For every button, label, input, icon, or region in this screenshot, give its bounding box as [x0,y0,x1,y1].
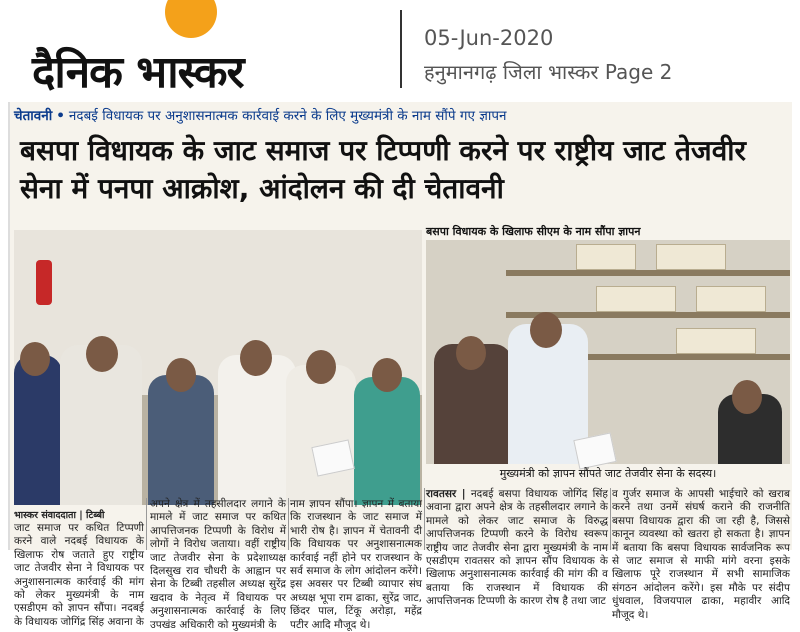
person-figure [148,375,214,505]
file-stack [676,328,756,354]
person-head [732,380,762,414]
person-figure [14,355,62,505]
file-stack [596,286,676,312]
kicker-row [14,106,790,130]
kicker-bullet-icon: • [56,108,65,124]
photo-caption: मुख्यमंत्री को ज्ञापन सौंपते जाट तेजवीर सेना के सदस्य। [499,467,717,480]
person-head [86,336,118,372]
news-clipping [8,102,792,631]
file-stack [696,286,766,312]
masthead-divider [400,10,402,88]
column-divider [146,498,147,550]
file-stack [656,244,726,270]
person-head [372,358,402,392]
person-head [456,336,486,370]
person-figure [354,377,420,505]
edition-date: 05-Jun-2020 [424,26,554,50]
kicker-text: नदबई विधायक पर अनुशासनात्मक कार्रवाई करने के लिए मुख्यमंत्री के नाम सौंपे गए ज्ञापन [68,108,507,124]
column-divider [610,488,611,550]
headline: बसपा विधायक के जाट समाज पर टिप्पणी करने पर राष्ट्रीय जाट तेजवीर सेना में पनपा आक्रोश, आंदोलन की दी चेतावनी [20,134,746,205]
person-figure [218,355,296,505]
person-figure [286,365,356,505]
article-column [426,488,608,608]
person-head [240,340,272,376]
kicker-label: चेतावनी [14,108,53,124]
dateline: रावतसर | [426,488,466,500]
sun-logo-icon [165,0,217,40]
article-column: नाम ज्ञापन सौंपा। ज्ञापन में बताया कि राजस्थान के जाट समाज में भारी रोष है। ज्ञापन में चेतावनी दी कि विधायक पर अनुशासनात्मक कार्रवाई नहीं होने पर राजस्थान के सर्व समाज के लोग आंदोलन करेंगे। इस अवसर पर टिब्बी व्यापार संघ अध्यक्ष भूपा राम ढाका, सुरेंद्र जाट, छिंदर पाल, टिंकू अरोड़ा, महेंद्र पटीर आदि मौजूद थे। [290,498,422,631]
article-column-text: नदबई बसपा विधायक जोगिंद सिंह अवाना द्वारा अपने क्षेत्र के तहसीलदार लगाने के मामले को लेकर जाट समाज के विरुद्ध आपत्तिजनक टिप्पणी करने के विरोध स्वरूप राष्ट्रीय जाट तेजवीर सेना द्वारा मुख्यमंत्री के नाम एसडीएम रावतसर को ज्ञापन सौंप विधायक के खिलाफ अनुशासनात्मक कार्रवाई की मांग की व बताया कि राजस्थान में विधायक की आपत्तिजनक टिप्पणी के कारण रोष है तथा जाट [426,488,608,608]
column-divider [288,498,289,550]
file-stack [576,244,636,270]
person-head [166,358,196,392]
fire-extinguisher-icon [36,260,52,305]
newspaper-brand: दैनिक भास्कर [32,47,244,98]
byline: भास्कर संवाददाता | टिब्बी [14,510,105,521]
column-divider [424,488,425,550]
person-head [306,350,336,384]
person-head [530,312,562,348]
article-column: जाट समाज पर कथित टिप्पणी करने वाले नदबई विधायक के खिलाफ रोष जताते हुए राष्ट्रीय जाट तेजवीर सेना ने विधायक पर अनुशासनात्मक कार्रवाई की मांग को लेकर मुख्यमंत्री के नाम एसडीएम को ज्ञापन सौंपा। नदबई के विधायक जोगिंद्र सिंह अवाना के [14,522,144,628]
person-head [20,342,50,376]
office-photo [426,240,790,464]
memorandum-paper [573,432,616,469]
article-column: व गुर्जर समाज के आपसी भाईचारे को खराब करने तथा उनमें संघर्ष कराने की राजनीति बसपा विधायक द्वारा की जा रही है, जिससे कानून व्यवस्था को खतरा हो सकता है। ज्ञापन में बताया कि बसपा विधायक सार्वजनिक रूप से जाट समाज से माफी मांगे वरना इसके खिलाफ पूरे राजस्थान में सभी सामाजिक संगठन आंदोलन करेंगे। इस मौके पर संदीप धुंधवाल, विजयपाल ढाका, महावीर आदि मौजूद थे। [612,488,790,621]
edition-page: हनुमानगढ़ जिला भास्कर Page 2 [424,60,673,84]
shelf [506,270,790,276]
photo-label: बसपा विधायक के खिलाफ सीएम के नाम सौंपा ज्ञापन [426,225,641,238]
group-photo [14,230,422,505]
article-column: अपने क्षेत्र में तहसीलदार लगाने के मामले में जाट समाज पर कथित आपत्तिजनक टिप्पणी के विरोध में लोगों ने विरोध जताया। वहीं राष्ट्रीय जाट तेजवीर सेना के प्रदेशाध्यक्ष दिलसुख राव चौधरी के आह्वान पर सेना के टिब्बी तहसील अध्यक्ष सुरेंद्र खदाव के नेतृत्व में विधायक पर अनुशासनात्मक कार्रवाई के लिए उपखंड अधिकारी को मुख्यमंत्री के [150,498,286,631]
masthead [0,0,800,100]
